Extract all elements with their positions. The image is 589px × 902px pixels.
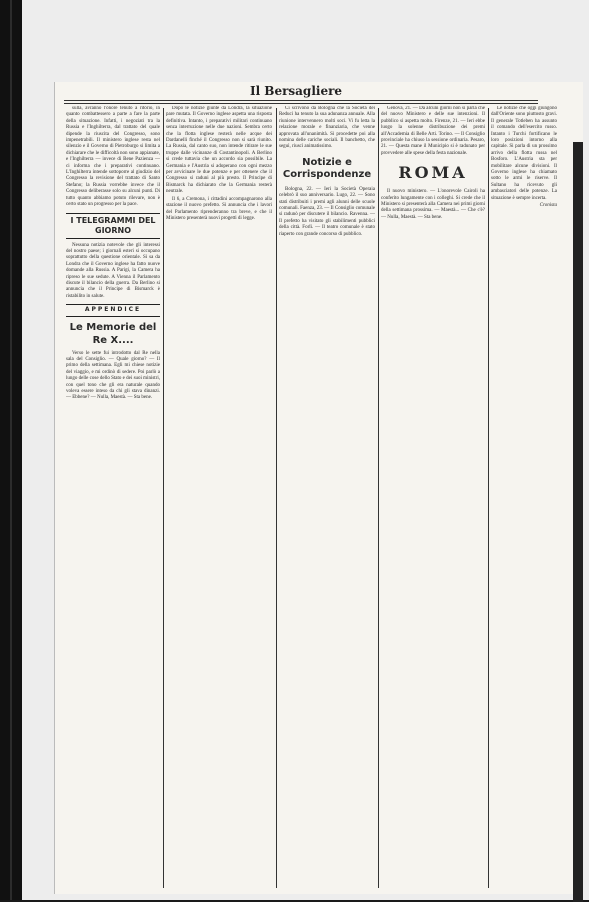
masthead-rule: [64, 100, 538, 101]
masthead: Il Bersagliere: [249, 84, 343, 98]
appendice-heading: APPENDICE: [66, 304, 160, 316]
column-3: [279, 106, 375, 886]
article-text: Dopo le notizie giunte da Londra, la situazione pare mutata. Il Governo inglese aspetta una risposta definitiva. Intanto, i preparativi militari continuano senza interruzione nelle due nazioni. Sembra certo che la flotta inglese resterà nelle acque dei Dardanelli finché il Congresso non si sarà riunito. La Russia, dal canto suo, non intende ritirare le sue truppe dalle vicinanze di Costantinopoli. A Berlino si crede tuttavia che un accordo sia possibile. La Germania e l'Austria si adoperano con ogni mezzo per avvicinare le due potenze e per ottenere che il Congresso si raduni al più presto. Il Principe di Bismarck ha dichiarato che la Germania resterà neutrale.: [166, 106, 272, 195]
column-1: [66, 106, 160, 886]
serial-text: Verso le sette fui introdotto dal Re nella sala del Consiglio. — Quale giorno? — Il primo della settimana. Egli mi chiese notizie del viaggio, e mi ordinò di sedere. Poi parlò a lungo delle cose dello Stato e dei suoi ministri, con quel tono che gli era naturale quando voleva essere inteso da chi gli stava dinanzi. — Ebbene? — Nulla, Maestà. — Sta bene.: [66, 350, 160, 401]
article-text: Le notizie che oggi giungono dall'Oriente sono piuttosto gravi. Il generale Totleben ha assunto il comando dell'esercito russo. Intanto i Turchi fortificano le loro posizioni intorno alla capitale. Si parla di un prossimo arrivo della flotta russa nel Bosforo. L'Austria sta per mobilitare alcune divisioni. Il Governo inglese ha chiamato sotto le armi le riserve. Il Sultano ha ricevuto gli ambasciatori delle potenze. La situazione è sempre incerta.: [491, 106, 557, 201]
column-divider: [163, 108, 164, 888]
roma-heading: ROMA: [398, 163, 468, 183]
column-5: [491, 106, 557, 886]
serial-title: Le Memorie del Re X....: [69, 321, 157, 346]
column-divider: [276, 108, 277, 888]
column-2: [166, 106, 272, 886]
binder-edge: [0, 0, 22, 900]
article-text: Genova, 21. — Da alcuni giorni non si parla che del nuovo Ministero e delle sue intenzioni. Il pubblico si aspetta molto. Firenze, 21. — Ieri ebbe luogo la solenne distribuzione dei premi all'Accademia di Belle Arti. Torino. — Il Consiglio provinciale ha chiuso la sessione ordinaria. Pesaro, 21. — Questa mane il Municipio si è radunato per provvedere alle spese della festa nazionale.: [381, 106, 485, 156]
news-heading: Notizie e Corrispondenze: [282, 156, 372, 180]
column-divider: [378, 108, 379, 888]
roma-text: Il nuovo ministero. — L'onorevole Cairoli ha conferito lungamente con i colleghi. Si crede che il Ministero si presenterà alla Camera nei primi giorni della settimana prossima. — Maestà... — Che c'è? — Nulla, Maestà. — Sta bene.: [381, 189, 485, 220]
masthead-rule-2: [64, 103, 538, 104]
article-text-2: Il 6, a Cremona, i cittadini accompagnarono alla stazione il nuovo prefetto. Si annuncia che i lavori del Parlamento riprenderanno tra breve, e che il Ministero presenterà nuovi progetti di legge.: [166, 196, 272, 221]
column-4: [381, 106, 485, 886]
signature: Cronista: [539, 203, 557, 209]
telegrams-heading: I TELEGRAMMI DEL GIORNO: [66, 213, 160, 239]
column-divider: [488, 108, 489, 888]
page-curl-shadow: [573, 142, 583, 902]
telegrams-text: Nessuna notizia notevole che gli interessi del nostro paese; i giornali esteri si occupano soprattutto della questione orientale. Si sa da Londra che il Governo inglese ha fatto nuove domande alla Russia. A Parigi, la Camera ha ripreso le sue sedute. A Vienna il Parlamento discute il bilancio della guerra. Da Berlino si annuncia che il Principe di Bismarck è ristabilito in salute.: [66, 242, 160, 299]
news-text: Bologna, 22. — Ieri la Società Operaia celebrò il suo anniversario. Lugo, 22. — Sono stati distribuiti i premi agli alunni delle scuole comunali. Faenza, 23. — Il Consiglio comunale si radunò per discutere il bilancio. Ravenna. — Il prefetto ha visitato gli stabilimenti pubblici della città. Forlì. — Il teatro comunale è stato riaperto con grande concorso di pubblico.: [279, 186, 375, 237]
article-text: sulla, avranno l'onore tenuto a ritorio, in quanto combattessero a parte a fare la parte della situazione. Infatti, i negoziati tra la Russia e l'Inghilterra, dal trattato del quale dipende la riuscita del Congresso, sono impenetrabili. Il ministero inglese resta nel silenzio e il Governo di Pietroburgo si limita a dichiarare che le difficoltà non sono appianate, e l'Inghilterra — invece di Bene Pazienza — ci informa che i preparativi continuano. L'Inghilterra intende sottoporre al giudizio del Congresso la revisione del trattato di Santo Stefano; la Russia vorrebbe invece che il Congresso deliberasse solo su alcuni punti. Di tutto quanto abbiamo potuto rilevare, non è certo stato un progresso per la pace.: [66, 106, 160, 208]
article-text: Ci scrivono da Bologna che la Società dei Reduci ha tenuto la sua adunanza annuale. Alla riunione intervennero molti soci. Vi fu letta la relazione morale e finanziaria, che venne approvata all'unanimità. Si procedette poi alla nomina delle cariche sociali. Il banchetto, che seguì, riuscì animatissimo.: [279, 106, 375, 150]
